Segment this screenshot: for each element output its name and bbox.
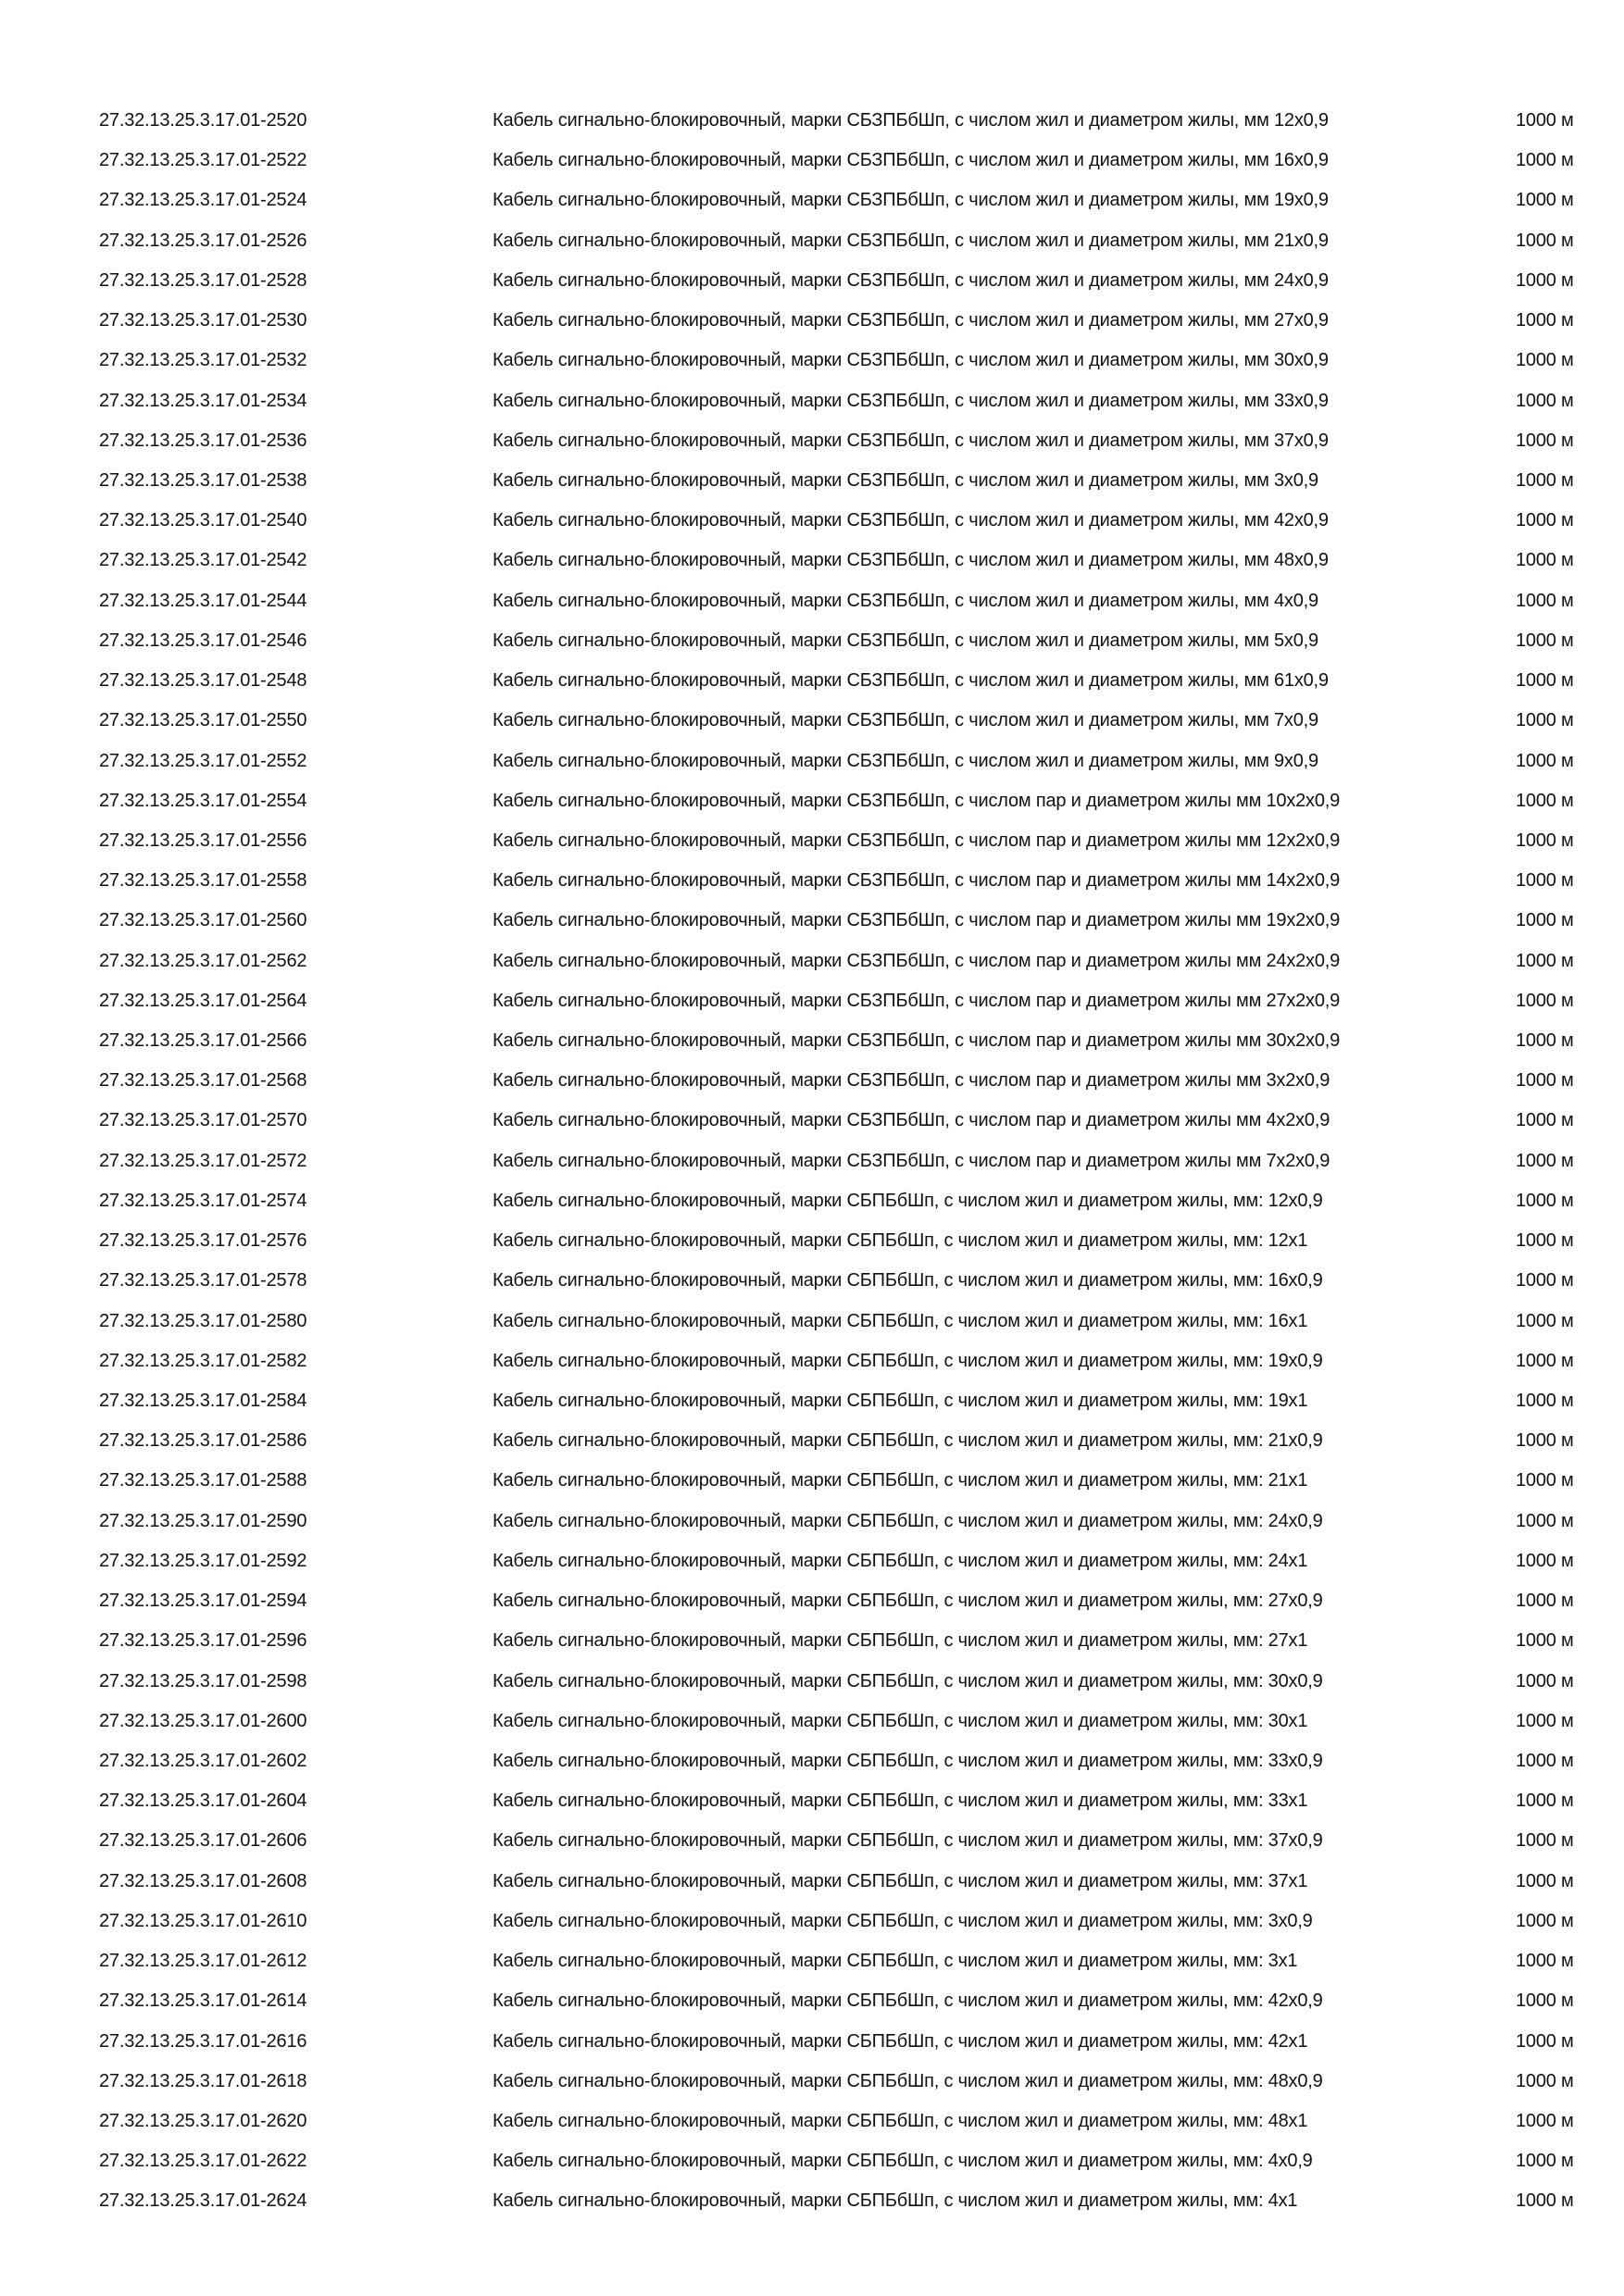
unit-of-measure: 1000 м xyxy=(1516,2190,1574,2212)
resource-code: 27.32.13.25.3.17.01-2536 xyxy=(99,430,307,451)
resource-name: Кабель сигнально-блокировочный, марки СБПБбШп, с числом жил и диаметром жилы, мм: 12х1 xyxy=(493,1230,1308,1252)
resource-code: 27.32.13.25.3.17.01-2582 xyxy=(99,1350,307,1371)
table-row xyxy=(0,1781,1624,1821)
table-row xyxy=(0,942,1624,981)
table-row xyxy=(0,461,1624,501)
unit-of-measure: 1000 м xyxy=(1516,1470,1574,1491)
unit-of-measure: 1000 м xyxy=(1516,310,1574,331)
resource-name: Кабель сигнально-блокировочный, марки СБЗПБбШп, с числом жил и диаметром жилы, мм 19х0,9 xyxy=(493,190,1329,211)
resource-name: Кабель сигнально-блокировочный, марки СБПБбШп, с числом жил и диаметром жилы, мм: 27х0,9 xyxy=(493,1591,1323,1612)
resource-code: 27.32.13.25.3.17.01-2548 xyxy=(99,670,307,692)
table-row xyxy=(0,1181,1624,1221)
table-row xyxy=(0,1142,1624,1181)
unit-of-measure: 1000 м xyxy=(1516,1791,1574,1812)
unit-of-measure: 1000 м xyxy=(1516,1150,1574,1171)
table-row xyxy=(0,1662,1624,1702)
unit-of-measure: 1000 м xyxy=(1516,1070,1574,1092)
table-row xyxy=(0,981,1624,1021)
table-row xyxy=(0,1461,1624,1501)
resource-code: 27.32.13.25.3.17.01-2606 xyxy=(99,1830,307,1852)
table-row xyxy=(0,1101,1624,1141)
unit-of-measure: 1000 м xyxy=(1516,1270,1574,1292)
table-row xyxy=(0,1381,1624,1421)
unit-of-measure: 1000 м xyxy=(1516,1990,1574,2012)
table-row xyxy=(0,621,1624,661)
resource-name: Кабель сигнально-блокировочный, марки СБЗПБбШп, с числом жил и диаметром жилы, мм 48х0,9 xyxy=(493,550,1329,571)
table-row xyxy=(0,1021,1624,1061)
resource-name: Кабель сигнально-блокировочный, марки СБПБбШп, с числом жил и диаметром жилы, мм: 24х0,9 xyxy=(493,1510,1323,1531)
resource-name: Кабель сигнально-блокировочный, марки СБПБбШп, с числом жил и диаметром жилы, мм: 21х1 xyxy=(493,1470,1308,1491)
resource-name: Кабель сигнально-блокировочный, марки СБЗПБбШп, с числом жил и диаметром жилы, мм 42х0,9 xyxy=(493,510,1329,531)
resource-name: Кабель сигнально-блокировочный, марки СБПБбШп, с числом жил и диаметром жилы, мм: 33х1 xyxy=(493,1791,1308,1812)
resource-name: Кабель сигнально-блокировочный, марки СБЗПБбШп, с числом жил и диаметром жилы, мм 27х0,9 xyxy=(493,310,1329,331)
resource-name: Кабель сигнально-блокировочный, марки СБЗПБбШп, с числом жил и диаметром жилы, мм 33х0,9 xyxy=(493,390,1329,411)
table-row xyxy=(0,1421,1624,1461)
unit-of-measure: 1000 м xyxy=(1516,2070,1574,2091)
resource-code: 27.32.13.25.3.17.01-2528 xyxy=(99,269,307,291)
unit-of-measure: 1000 м xyxy=(1516,1750,1574,1771)
resource-code: 27.32.13.25.3.17.01-2586 xyxy=(99,1430,307,1452)
unit-of-measure: 1000 м xyxy=(1516,269,1574,291)
resource-code: 27.32.13.25.3.17.01-2566 xyxy=(99,1030,307,1052)
table-row xyxy=(0,901,1624,941)
table-row xyxy=(0,1541,1624,1581)
resource-code: 27.32.13.25.3.17.01-2568 xyxy=(99,1070,307,1092)
resource-name: Кабель сигнально-блокировочный, марки СБЗПБбШп, с числом жил и диаметром жилы, мм 30х0,9 xyxy=(493,350,1329,371)
resource-code: 27.32.13.25.3.17.01-2578 xyxy=(99,1270,307,1292)
resource-code: 27.32.13.25.3.17.01-2594 xyxy=(99,1591,307,1612)
table-row xyxy=(0,1261,1624,1301)
unit-of-measure: 1000 м xyxy=(1516,1430,1574,1452)
unit-of-measure: 1000 м xyxy=(1516,990,1574,1011)
unit-of-measure: 1000 м xyxy=(1516,1870,1574,1891)
resource-code: 27.32.13.25.3.17.01-2618 xyxy=(99,2070,307,2091)
resource-code: 27.32.13.25.3.17.01-2614 xyxy=(99,1990,307,2012)
resource-code: 27.32.13.25.3.17.01-2576 xyxy=(99,1230,307,1252)
resource-code: 27.32.13.25.3.17.01-2562 xyxy=(99,950,307,971)
resource-code: 27.32.13.25.3.17.01-2616 xyxy=(99,2030,307,2052)
table-row xyxy=(0,1502,1624,1541)
resource-code: 27.32.13.25.3.17.01-2610 xyxy=(99,1910,307,1931)
table-row xyxy=(0,1702,1624,1741)
table-row xyxy=(0,1581,1624,1621)
resource-code: 27.32.13.25.3.17.01-2620 xyxy=(99,2110,307,2131)
unit-of-measure: 1000 м xyxy=(1516,1670,1574,1691)
table-row xyxy=(0,1341,1624,1381)
resource-name: Кабель сигнально-блокировочный, марки СБЗПБбШп, с числом пар и диаметром жилы мм 14х2х0,9 xyxy=(493,870,1341,892)
table-row xyxy=(0,701,1624,741)
resource-code: 27.32.13.25.3.17.01-2522 xyxy=(99,150,307,171)
table-row xyxy=(0,181,1624,220)
resource-code: 27.32.13.25.3.17.01-2538 xyxy=(99,469,307,491)
unit-of-measure: 1000 м xyxy=(1516,1310,1574,1331)
table-row xyxy=(0,1902,1624,1941)
table-row xyxy=(0,1621,1624,1661)
unit-of-measure: 1000 м xyxy=(1516,1030,1574,1052)
resource-name: Кабель сигнально-блокировочный, марки СБПБбШп, с числом жил и диаметром жилы, мм: 19х0,9 xyxy=(493,1350,1323,1371)
unit-of-measure: 1000 м xyxy=(1516,1391,1574,1411)
resource-name: Кабель сигнально-блокировочный, марки СБПБбШп, с числом жил и диаметром жилы, мм: 4х1 xyxy=(493,2190,1298,2212)
unit-of-measure: 1000 м xyxy=(1516,2151,1574,2172)
table-row xyxy=(0,781,1624,821)
resource-code: 27.32.13.25.3.17.01-2564 xyxy=(99,990,307,1011)
resource-name: Кабель сигнально-блокировочный, марки СБЗПБбШп, с числом пар и диаметром жилы мм 12х2х0,9 xyxy=(493,830,1341,851)
resource-code: 27.32.13.25.3.17.01-2580 xyxy=(99,1310,307,1331)
unit-of-measure: 1000 м xyxy=(1516,2110,1574,2131)
unit-of-measure: 1000 м xyxy=(1516,1910,1574,1931)
resource-code: 27.32.13.25.3.17.01-2558 xyxy=(99,870,307,892)
resource-name: Кабель сигнально-блокировочный, марки СБПБбШп, с числом жил и диаметром жилы, мм: 24х1 xyxy=(493,1550,1308,1571)
resource-code: 27.32.13.25.3.17.01-2598 xyxy=(99,1670,307,1691)
resource-name: Кабель сигнально-блокировочный, марки СБПБбШп, с числом жил и диаметром жилы, мм: 4х0,9 xyxy=(493,2151,1313,2172)
unit-of-measure: 1000 м xyxy=(1516,230,1574,251)
unit-of-measure: 1000 м xyxy=(1516,750,1574,771)
resource-code: 27.32.13.25.3.17.01-2604 xyxy=(99,1791,307,1812)
table-row xyxy=(0,661,1624,701)
table-row xyxy=(0,2181,1624,2221)
table-row xyxy=(0,1061,1624,1101)
table-row xyxy=(0,1941,1624,1981)
unit-of-measure: 1000 м xyxy=(1516,1591,1574,1612)
resource-name: Кабель сигнально-блокировочный, марки СБЗПБбШп, с числом пар и диаметром жилы мм 27х2х0,9 xyxy=(493,990,1341,1011)
resource-name: Кабель сигнально-блокировочный, марки СБПБбШп, с числом жил и диаметром жилы, мм: 48х0,9 xyxy=(493,2070,1323,2091)
resource-code: 27.32.13.25.3.17.01-2590 xyxy=(99,1510,307,1531)
resource-name: Кабель сигнально-блокировочный, марки СБПБбШп, с числом жил и диаметром жилы, мм: 3х1 xyxy=(493,1951,1298,1972)
resource-code: 27.32.13.25.3.17.01-2540 xyxy=(99,510,307,531)
table-row xyxy=(0,1741,1624,1781)
resource-code: 27.32.13.25.3.17.01-2570 xyxy=(99,1110,307,1131)
table-row xyxy=(0,1981,1624,2021)
table-row xyxy=(0,301,1624,341)
table-row xyxy=(0,742,1624,781)
resource-name: Кабель сигнально-блокировочный, марки СБПБбШп, с числом жил и диаметром жилы, мм: 42х0,9 xyxy=(493,1990,1323,2012)
unit-of-measure: 1000 м xyxy=(1516,830,1574,851)
resource-code: 27.32.13.25.3.17.01-2622 xyxy=(99,2151,307,2172)
unit-of-measure: 1000 м xyxy=(1516,1630,1574,1652)
unit-of-measure: 1000 м xyxy=(1516,2030,1574,2052)
unit-of-measure: 1000 м xyxy=(1516,1110,1574,1131)
resource-name: Кабель сигнально-блокировочный, марки СБЗПБбШп, с числом пар и диаметром жилы мм 19х2х0,9 xyxy=(493,910,1341,931)
table-row xyxy=(0,541,1624,580)
unit-of-measure: 1000 м xyxy=(1516,510,1574,531)
resource-name: Кабель сигнально-блокировочный, марки СБПБбШп, с числом жил и диаметром жилы, мм: 48х1 xyxy=(493,2110,1308,2131)
resource-name: Кабель сигнально-блокировочный, марки СБЗПБбШп, с числом пар и диаметром жилы мм 3х2х0,9 xyxy=(493,1070,1330,1092)
resource-name: Кабель сигнально-блокировочный, марки СБЗПБбШп, с числом пар и диаметром жилы мм 24х2х0,9 xyxy=(493,950,1341,971)
table-row xyxy=(0,2141,1624,2181)
unit-of-measure: 1000 м xyxy=(1516,190,1574,211)
resource-name: Кабель сигнально-блокировочный, марки СБЗПБбШп, с числом жил и диаметром жилы, мм 37х0,9 xyxy=(493,430,1329,451)
resource-name: Кабель сигнально-блокировочный, марки СБЗПБбШп, с числом жил и диаметром жилы, мм 4х0,9 xyxy=(493,590,1318,611)
unit-of-measure: 1000 м xyxy=(1516,1350,1574,1371)
resource-name: Кабель сигнально-блокировочный, марки СБЗПБбШп, с числом жил и диаметром жилы, мм 7х0,9 xyxy=(493,710,1318,731)
table-row xyxy=(0,101,1624,141)
unit-of-measure: 1000 м xyxy=(1516,870,1574,892)
resource-name: Кабель сигнально-блокировочный, марки СБПБбШп, с числом жил и диаметром жилы, мм: 33х0,9 xyxy=(493,1750,1323,1771)
unit-of-measure: 1000 м xyxy=(1516,150,1574,171)
table-row xyxy=(0,1221,1624,1261)
resource-name: Кабель сигнально-блокировочный, марки СБПБбШп, с числом жил и диаметром жилы, мм: 27х1 xyxy=(493,1630,1308,1652)
resource-code: 27.32.13.25.3.17.01-2624 xyxy=(99,2190,307,2212)
resource-code: 27.32.13.25.3.17.01-2612 xyxy=(99,1951,307,1972)
resource-code: 27.32.13.25.3.17.01-2546 xyxy=(99,630,307,651)
table-row xyxy=(0,141,1624,181)
unit-of-measure: 1000 м xyxy=(1516,910,1574,931)
resource-name: Кабель сигнально-блокировочный, марки СБЗПБбШп, с числом жил и диаметром жилы, мм 3х0,9 xyxy=(493,469,1318,491)
resource-name: Кабель сигнально-блокировочный, марки СБПБбШп, с числом жил и диаметром жилы, мм: 30х0,9 xyxy=(493,1670,1323,1691)
table-row xyxy=(0,341,1624,381)
resource-code: 27.32.13.25.3.17.01-2556 xyxy=(99,830,307,851)
unit-of-measure: 1000 м xyxy=(1516,469,1574,491)
table-row xyxy=(0,1862,1624,1902)
unit-of-measure: 1000 м xyxy=(1516,390,1574,411)
resource-name: Кабель сигнально-блокировочный, марки СБЗПБбШп, с числом пар и диаметром жилы мм 30х2х0,9 xyxy=(493,1030,1341,1052)
unit-of-measure: 1000 м xyxy=(1516,1550,1574,1571)
resource-name: Кабель сигнально-блокировочный, марки СБПБбШп, с числом жил и диаметром жилы, мм: 37х1 xyxy=(493,1870,1308,1891)
resource-name: Кабель сигнально-блокировочный, марки СБЗПБбШп, с числом жил и диаметром жилы, мм 21х0,9 xyxy=(493,230,1329,251)
resource-code: 27.32.13.25.3.17.01-2524 xyxy=(99,190,307,211)
unit-of-measure: 1000 м xyxy=(1516,590,1574,611)
table-row xyxy=(0,1821,1624,1861)
resource-name: Кабель сигнально-блокировочный, марки СБПБбШп, с числом жил и диаметром жилы, мм: 16х0,9 xyxy=(493,1270,1323,1292)
resource-name: Кабель сигнально-блокировочный, марки СБПБбШп, с числом жил и диаметром жилы, мм: 19х1 xyxy=(493,1391,1308,1411)
table-row xyxy=(0,421,1624,461)
unit-of-measure: 1000 м xyxy=(1516,1190,1574,1211)
table-row xyxy=(0,581,1624,621)
resource-name: Кабель сигнально-блокировочный, марки СБПБбШп, с числом жил и диаметром жилы, мм: 37х0,9 xyxy=(493,1830,1323,1852)
unit-of-measure: 1000 м xyxy=(1516,1710,1574,1731)
resource-code: 27.32.13.25.3.17.01-2574 xyxy=(99,1190,307,1211)
resource-name: Кабель сигнально-блокировочный, марки СБЗПБбШп, с числом жил и диаметром жилы, мм 9х0,9 xyxy=(493,750,1318,771)
resource-code: 27.32.13.25.3.17.01-2560 xyxy=(99,910,307,931)
resource-code: 27.32.13.25.3.17.01-2552 xyxy=(99,750,307,771)
resource-code: 27.32.13.25.3.17.01-2600 xyxy=(99,1710,307,1731)
resource-code: 27.32.13.25.3.17.01-2572 xyxy=(99,1150,307,1171)
resource-code: 27.32.13.25.3.17.01-2544 xyxy=(99,590,307,611)
unit-of-measure: 1000 м xyxy=(1516,950,1574,971)
unit-of-measure: 1000 м xyxy=(1516,630,1574,651)
resource-name: Кабель сигнально-блокировочный, марки СБПБбШп, с числом жил и диаметром жилы, мм: 21х0,9 xyxy=(493,1430,1323,1452)
resource-code: 27.32.13.25.3.17.01-2542 xyxy=(99,550,307,571)
resource-name: Кабель сигнально-блокировочный, марки СБПБбШп, с числом жил и диаметром жилы, мм: 3х0,9 xyxy=(493,1910,1313,1931)
unit-of-measure: 1000 м xyxy=(1516,790,1574,811)
resource-name: Кабель сигнально-блокировочный, марки СБПБбШп, с числом жил и диаметром жилы, мм: 16х1 xyxy=(493,1310,1308,1331)
resource-name: Кабель сигнально-блокировочный, марки СБПБбШп, с числом жил и диаметром жилы, мм: 30х1 xyxy=(493,1710,1308,1731)
unit-of-measure: 1000 м xyxy=(1516,670,1574,692)
resource-name: Кабель сигнально-блокировочный, марки СБПБбШп, с числом жил и диаметром жилы, мм: 12х0,9 xyxy=(493,1190,1323,1211)
resource-code: 27.32.13.25.3.17.01-2550 xyxy=(99,710,307,731)
resource-code: 27.32.13.25.3.17.01-2584 xyxy=(99,1391,307,1411)
unit-of-measure: 1000 м xyxy=(1516,430,1574,451)
resource-code: 27.32.13.25.3.17.01-2526 xyxy=(99,230,307,251)
resource-name: Кабель сигнально-блокировочный, марки СБЗПБбШп, с числом жил и диаметром жилы, мм 61х0,9 xyxy=(493,670,1329,692)
unit-of-measure: 1000 м xyxy=(1516,350,1574,371)
resource-code: 27.32.13.25.3.17.01-2554 xyxy=(99,790,307,811)
resource-code: 27.32.13.25.3.17.01-2608 xyxy=(99,1870,307,1891)
table-row xyxy=(0,2062,1624,2102)
unit-of-measure: 1000 м xyxy=(1516,110,1574,131)
resource-code: 27.32.13.25.3.17.01-2596 xyxy=(99,1630,307,1652)
table-row xyxy=(0,821,1624,861)
unit-of-measure: 1000 м xyxy=(1516,550,1574,571)
price-table xyxy=(0,101,1624,2222)
resource-name: Кабель сигнально-блокировочный, марки СБЗПБбШп, с числом пар и диаметром жилы мм 7х2х0,9 xyxy=(493,1150,1330,1171)
resource-code: 27.32.13.25.3.17.01-2520 xyxy=(99,110,307,131)
table-row xyxy=(0,1302,1624,1341)
resource-code: 27.32.13.25.3.17.01-2530 xyxy=(99,310,307,331)
unit-of-measure: 1000 м xyxy=(1516,710,1574,731)
resource-name: Кабель сигнально-блокировочный, марки СБЗПБбШп, с числом пар и диаметром жилы мм 4х2х0,9 xyxy=(493,1110,1330,1131)
unit-of-measure: 1000 м xyxy=(1516,1951,1574,1972)
resource-code: 27.32.13.25.3.17.01-2602 xyxy=(99,1750,307,1771)
resource-code: 27.32.13.25.3.17.01-2592 xyxy=(99,1550,307,1571)
resource-name: Кабель сигнально-блокировочный, марки СБЗПБбШп, с числом жил и диаметром жилы, мм 24х0,9 xyxy=(493,269,1329,291)
resource-name: Кабель сигнально-блокировочный, марки СБЗПБбШп, с числом пар и диаметром жилы мм 10х2х0,9 xyxy=(493,790,1341,811)
unit-of-measure: 1000 м xyxy=(1516,1830,1574,1852)
resource-code: 27.32.13.25.3.17.01-2588 xyxy=(99,1470,307,1491)
resource-code: 27.32.13.25.3.17.01-2534 xyxy=(99,390,307,411)
resource-name: Кабель сигнально-блокировочный, марки СБЗПБбШп, с числом жил и диаметром жилы, мм 5х0,9 xyxy=(493,630,1318,651)
table-row xyxy=(0,221,1624,261)
table-row xyxy=(0,381,1624,421)
table-row xyxy=(0,2102,1624,2141)
unit-of-measure: 1000 м xyxy=(1516,1510,1574,1531)
resource-name: Кабель сигнально-блокировочный, марки СБПБбШп, с числом жил и диаметром жилы, мм: 42х1 xyxy=(493,2030,1308,2052)
table-row xyxy=(0,261,1624,301)
resource-code: 27.32.13.25.3.17.01-2532 xyxy=(99,350,307,371)
unit-of-measure: 1000 м xyxy=(1516,1230,1574,1252)
resource-name: Кабель сигнально-блокировочный, марки СБЗПБбШп, с числом жил и диаметром жилы, мм 16х0,9 xyxy=(493,150,1329,171)
table-row xyxy=(0,2022,1624,2062)
table-row xyxy=(0,501,1624,541)
resource-name: Кабель сигнально-блокировочный, марки СБЗПБбШп, с числом жил и диаметром жилы, мм 12х0,9 xyxy=(493,110,1329,131)
table-row xyxy=(0,861,1624,901)
